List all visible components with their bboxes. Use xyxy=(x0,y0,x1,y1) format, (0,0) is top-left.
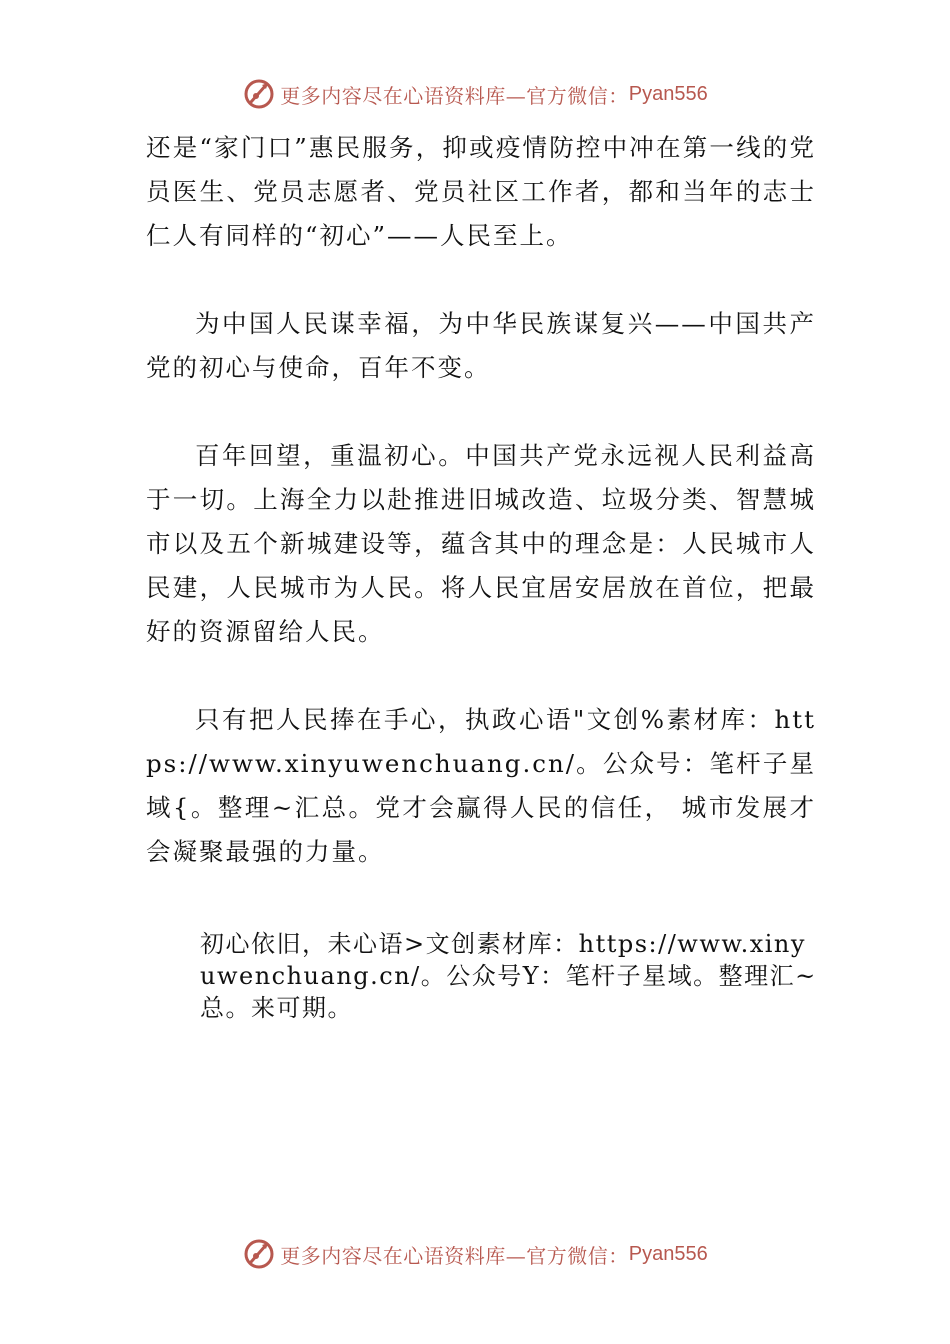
paragraph-2: 为中国人民谋幸福，为中华民族谋复兴——中国共产党的初心与使命，百年不变。 xyxy=(146,309,816,382)
header-wechat-id: Pyan556 xyxy=(628,82,708,105)
header-brand-text: 更多内容尽在心语资料库—官方微信： xyxy=(280,83,629,108)
paragraph-5: 初心依旧，未心语>文创素材库：https://www.xinyuwenchuang.cn/。公众号Y：笔杆子星域。整理汇~总。来可期。 xyxy=(200,930,817,1022)
footer-wechat-id: Pyan556 xyxy=(628,1242,708,1265)
document-body xyxy=(146,126,816,874)
paragraph-4: 只有把人民捧在手心，执政心语"文创%素材库：https://www.xinyuwenchuang.cn/。公众号：笔杆子星域{。整理~汇总。党才会赢得人民的信任， 城市发展才会凝聚最强的力量。 xyxy=(146,705,816,866)
page-header xyxy=(0,74,950,114)
footer-brand-text: 更多内容尽在心语资料库—官方微信： xyxy=(280,1243,629,1268)
paragraph-3: 百年回望，重温初心。中国共产党永远视人民利益高于一切。上海全力以赴推进旧城改造、垃圾分类、智慧城市以及五个新城建设等，蕴含其中的理念是：人民城市人民建，人民城市为人民。将人民宜居安居放在首位，把最好的资源留给人民。 xyxy=(146,441,816,646)
brand-logo-icon xyxy=(242,1237,276,1271)
page-footer xyxy=(0,1234,950,1274)
paragraph-1: 还是“家门口”惠民服务，抑或疫情防控中冲在第一线的党员医生、党员志愿者、党员社区工作者，都和当年的志士仁人有同样的“初心”——人民至上。 xyxy=(146,133,816,250)
brand-logo-icon xyxy=(242,77,276,111)
